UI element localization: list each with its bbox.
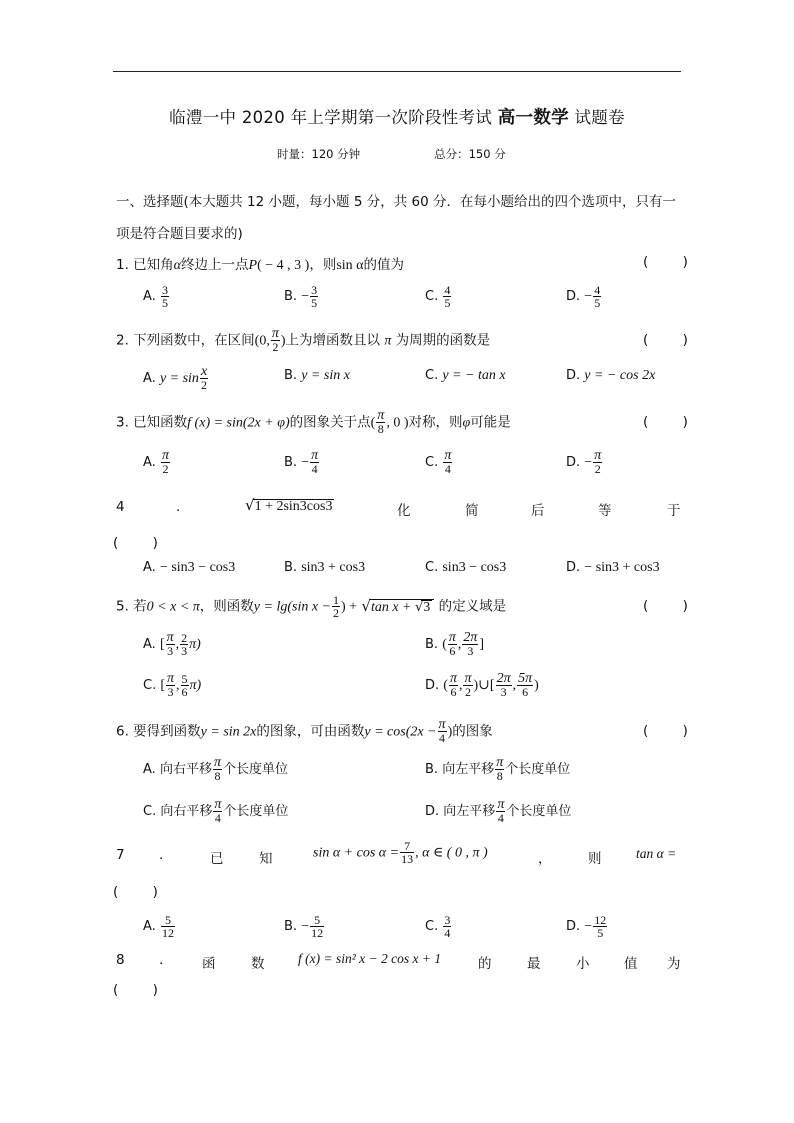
q7-option-b: B. − $\frac{5}{12}$ <box>284 913 324 940</box>
answer-paren: ( ) <box>643 414 688 430</box>
q2-option-d: D. y = − cos 2x <box>566 368 656 383</box>
score-label: 总分：150 分 <box>434 147 506 161</box>
question-1-stem: 1. 已知角α终边上一点P( − 4 , 3 )，则sin α的值为 <box>116 257 405 273</box>
q4-option-d: D. − sin3 + cos3 <box>566 560 660 575</box>
q1-option-a: A. $\frac{3}{5}$ <box>143 283 168 310</box>
answer-paren: ( ) <box>643 332 688 348</box>
section-heading: 一、选择题(本大题共 12 小题，每小题 5 分，共 60 分．在每小题给出的四个选项中，只有一项是符合题目要求的) <box>116 194 676 242</box>
q2-option-b: B. y = sin x <box>284 368 350 383</box>
question-2-stem: 2. 下列函数中，在区间(0, $\frac{\pi}{2}$ )上为增函数且以 π 为周期的函数是 <box>116 326 491 354</box>
q5-option-b: B. ( $\frac{\pi}{6}$ , $\frac{2\pi}{3}$ ] <box>425 630 485 658</box>
q6-option-c: C. 向右平移 $\frac{\pi}{4}$ 个长度单位 <box>143 797 289 825</box>
q3-option-a: A. $\frac{\pi}{2}$ <box>143 448 169 476</box>
q4-option-b: B. sin3 + cos3 <box>284 560 366 575</box>
q1-option-d: D. − $\frac{4}{5}$ <box>566 283 601 310</box>
q6-option-d: D. 向左平移 $\frac{\pi}{4}$ 个长度单位 <box>425 797 572 825</box>
q1-option-c: C. $\frac{4}{5}$ <box>425 283 451 310</box>
q1-option-b: B. − $\frac{3}{5}$ <box>284 283 318 310</box>
answer-paren: ( ) <box>643 254 688 270</box>
answer-paren: ( ) <box>113 884 158 900</box>
q6-option-a: A. 向右平移 $\frac{\pi}{8}$ 个长度单位 <box>143 755 288 783</box>
q7-option-a: A. $\frac{5}{12}$ <box>143 913 174 940</box>
page-title <box>0 104 794 129</box>
question-5-stem: 5. 若0 < x < π，则函数y = lg(sin x − $\frac{1}{2}$ ) + √tan x + √3 的定义域是 <box>116 593 507 620</box>
answer-paren: ( ) <box>113 982 158 998</box>
title-prefix: 临澧一中 2020 年上学期第一次阶段性考试 <box>169 108 493 127</box>
title-subject: 高一数学 <box>497 108 569 128</box>
q3-option-d: D. − $\frac{\pi}{2}$ <box>566 448 602 476</box>
q3-option-c: C. $\frac{\pi}{4}$ <box>425 448 452 476</box>
q4-option-a: A. − sin3 − cos3 <box>143 560 236 575</box>
q6-option-b: B. 向左平移 $\frac{\pi}{8}$ 个长度单位 <box>425 755 571 783</box>
exam-meta <box>277 146 506 162</box>
q3-option-b: B. − $\frac{\pi}{4}$ <box>284 448 319 476</box>
q7-option-d: D. − $\frac{12}{5}$ <box>566 913 607 940</box>
question-3-stem: 3. 已知函数f (x) = sin(2x + φ)的图象关于点( $\frac{\pi}{8}$ , 0 )对称，则φ可能是 <box>116 408 511 436</box>
answer-paren: ( ) <box>643 598 688 614</box>
answer-paren: ( ) <box>643 723 688 739</box>
title-suffix: 试题卷 <box>574 108 625 127</box>
q5-option-c: C. [ $\frac{\pi}{3}$ , $\frac{5}{6}$ π) <box>143 671 202 699</box>
question-6-stem: 6. 要得到函数y = sin 2x的图象，可由函数y = cos(2x − $\frac{\pi}{4}$ )的图象 <box>116 717 493 745</box>
q2-option-a: A. y = sin $\frac{x}{2}$ <box>143 364 208 392</box>
q5-option-d: D. ( $\frac{\pi}{6}$ , $\frac{\pi}{2}$ )∪[ $\frac{2\pi}{3}$ , $\frac{5\pi}{6}$ ) <box>425 671 539 699</box>
answer-paren: ( ) <box>113 535 158 551</box>
top-rule <box>113 71 681 72</box>
q2-option-c: C. y = − tan x <box>425 368 506 383</box>
q7-option-c: C. $\frac{3}{4}$ <box>425 913 451 940</box>
time-label: 时量：120 分钟 <box>277 147 361 161</box>
q5-option-a: A. [ $\frac{\pi}{3}$ , $\frac{2}{3}$ π) <box>143 630 201 658</box>
q4-option-c: C. sin3 − cos3 <box>425 560 507 575</box>
